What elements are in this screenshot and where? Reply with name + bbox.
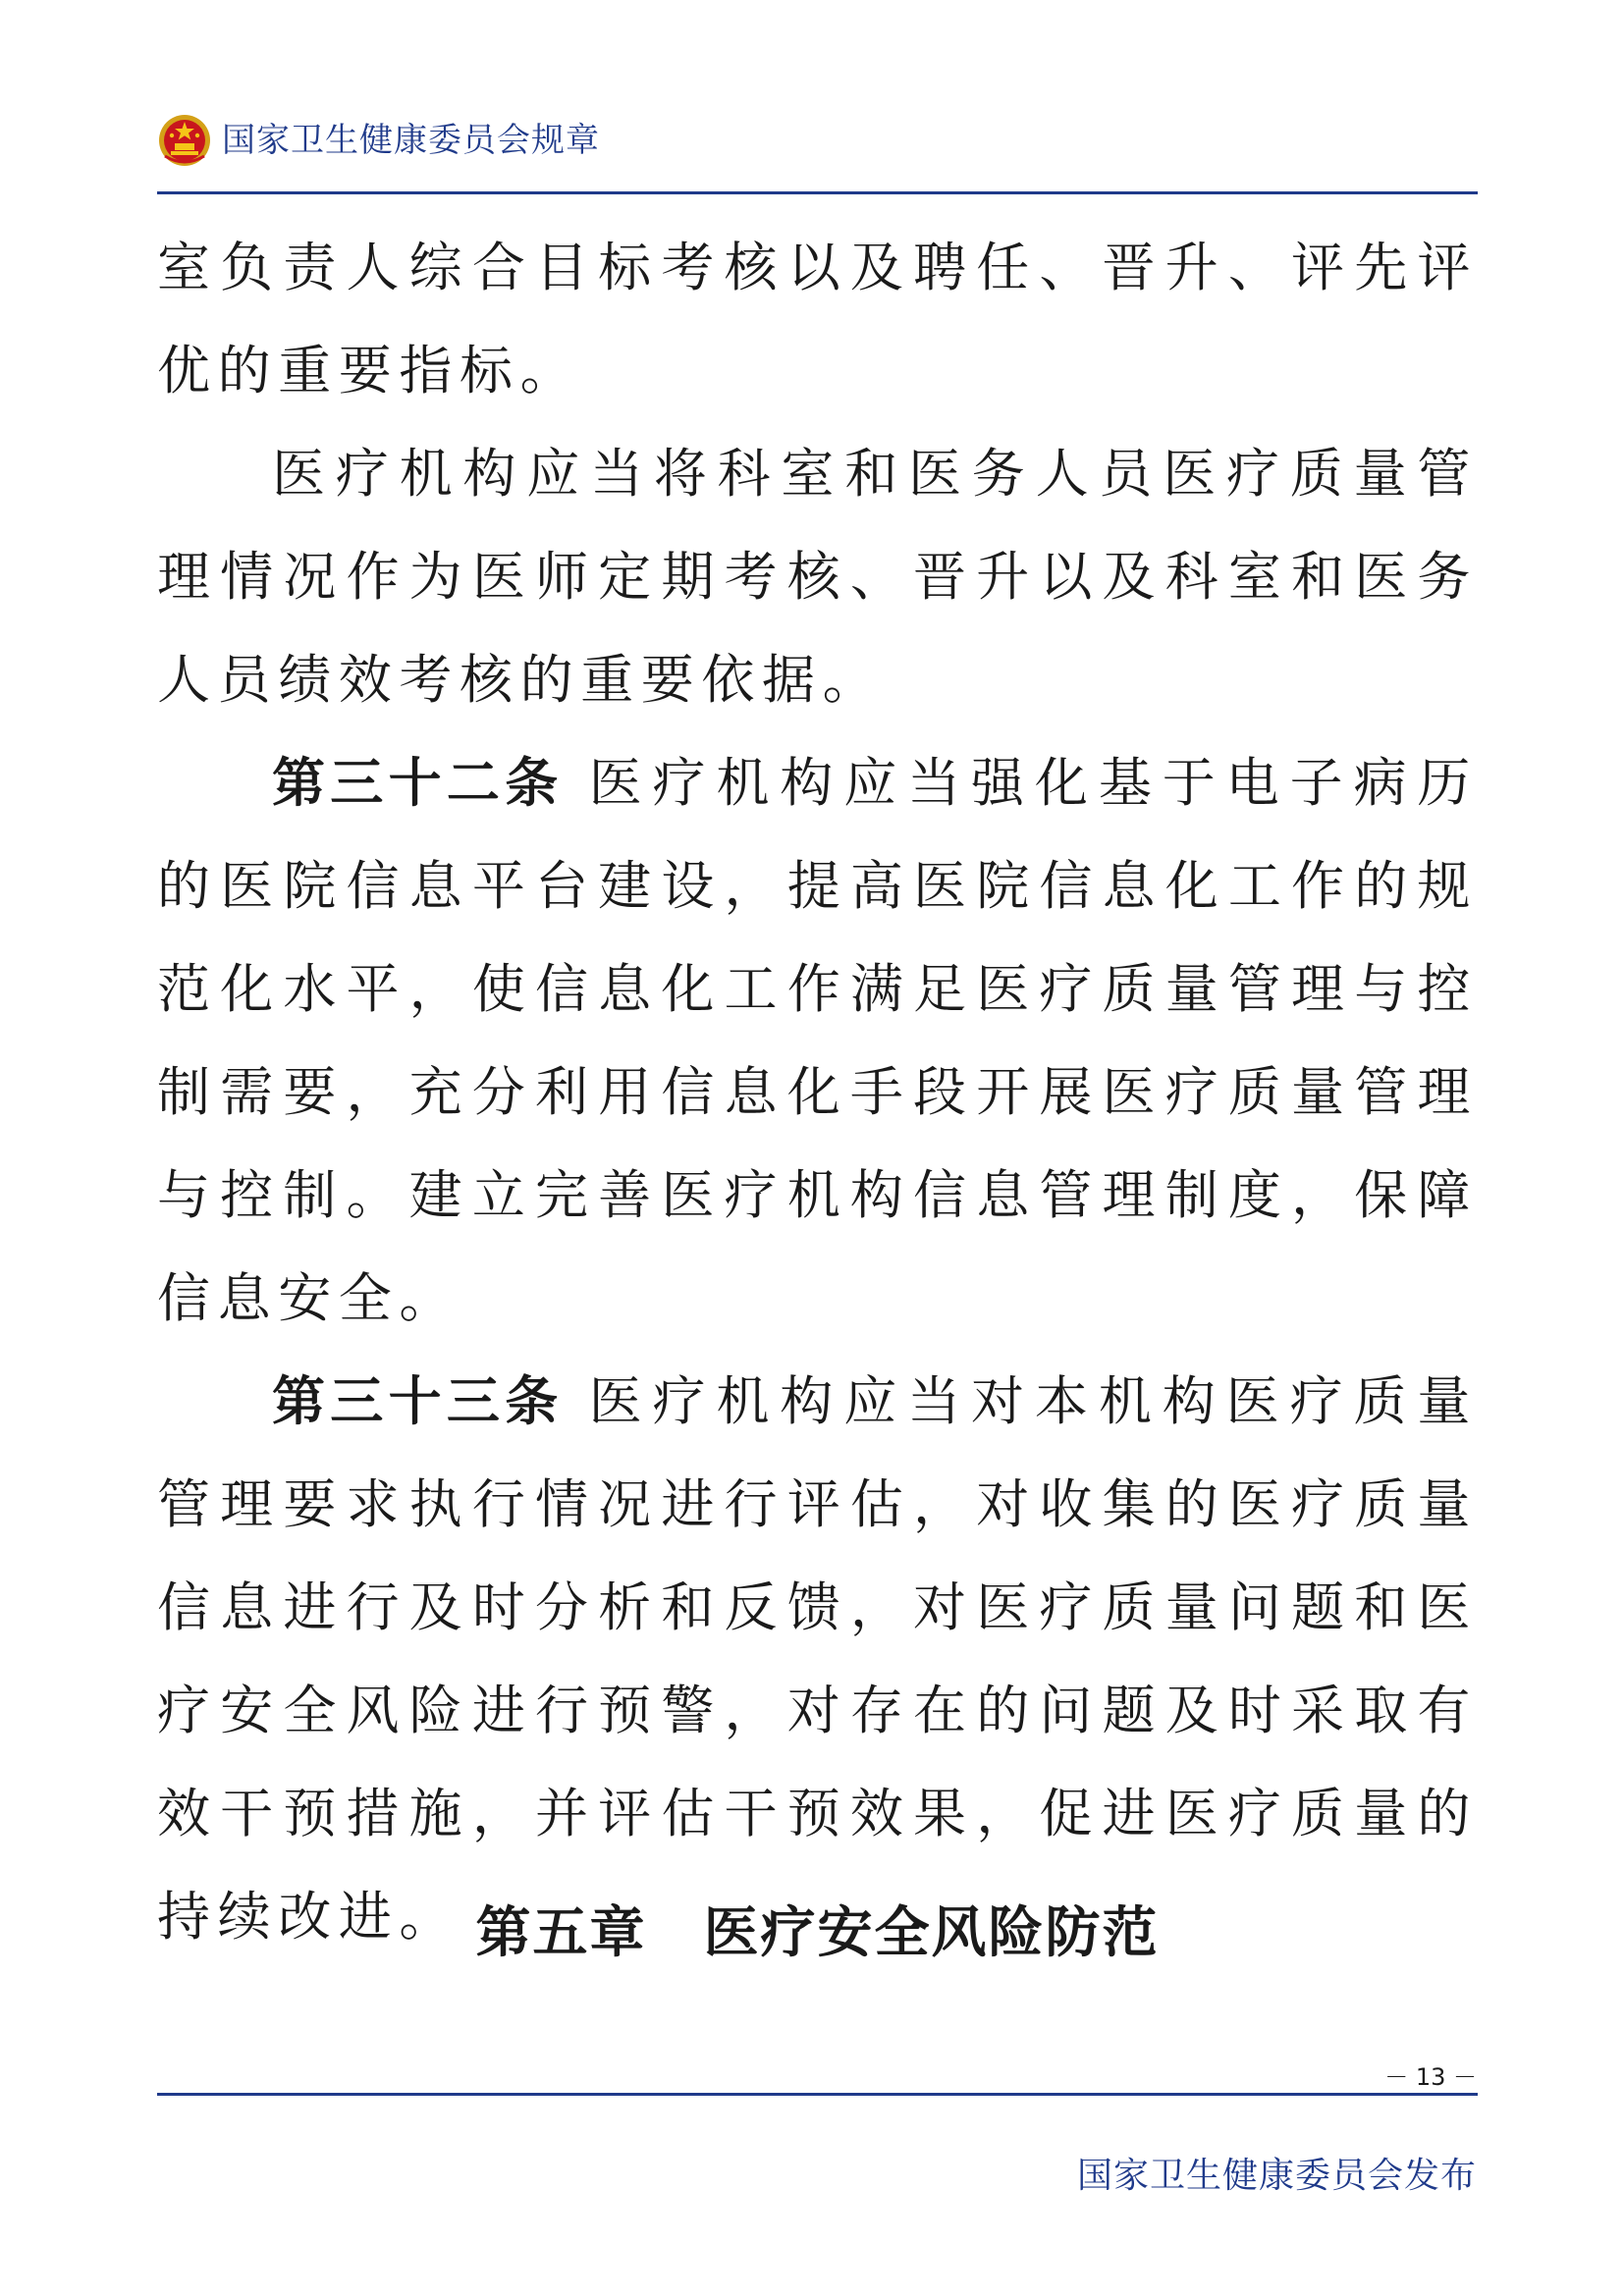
paragraph	[157, 422, 1478, 731]
paragraph-continuation	[157, 216, 1478, 422]
header-title: 国家卫生健康委员会规章	[222, 121, 600, 160]
article-text: 医疗机构应当强化基于电子病历的医院信息平台建设，提高医院信息化工作的规范化水平，使信息化工作满足医疗质量管理与控制需要，充分利用信息化手段开展医疗质量管理与控制。建立完善医疗机构信息管理制度，保障信息安全。	[157, 752, 1479, 1329]
paragraph-text: 医疗机构应当将科室和医务人员医疗质量管理情况作为医师定期考核、晋升以及科室和医务人员绩效考核的重要依据。	[157, 443, 1478, 711]
paragraph-text: 室负责人综合目标考核以及聘任、晋升、评先评优的重要指标。	[157, 237, 1478, 401]
chapter-heading: 第五章 医疗安全风险防范	[475, 1901, 1160, 1965]
article-number: 第三十二条	[272, 752, 564, 814]
article-32	[157, 731, 1478, 1350]
footer-divider	[157, 2093, 1478, 2096]
article-number: 第三十三条	[272, 1370, 564, 1432]
page-number: － 13 －	[1384, 2063, 1477, 2091]
page-header	[157, 113, 1478, 172]
document-body	[157, 216, 1478, 1968]
national-emblem-icon	[157, 113, 212, 168]
header-divider	[157, 191, 1478, 194]
article-text: 医疗机构应当对本机构医疗质量管理要求执行情况进行评估，对收集的医疗质量信息进行及时分析和反馈，对医疗质量问题和医疗安全风险进行预警，对存在的问题及时采取有效干预措施，并评估干预效果，促进医疗质量的持续改进。	[157, 1370, 1479, 1948]
footer-publisher: 国家卫生健康委员会发布	[1076, 2156, 1477, 2196]
article-33	[157, 1350, 1478, 1968]
